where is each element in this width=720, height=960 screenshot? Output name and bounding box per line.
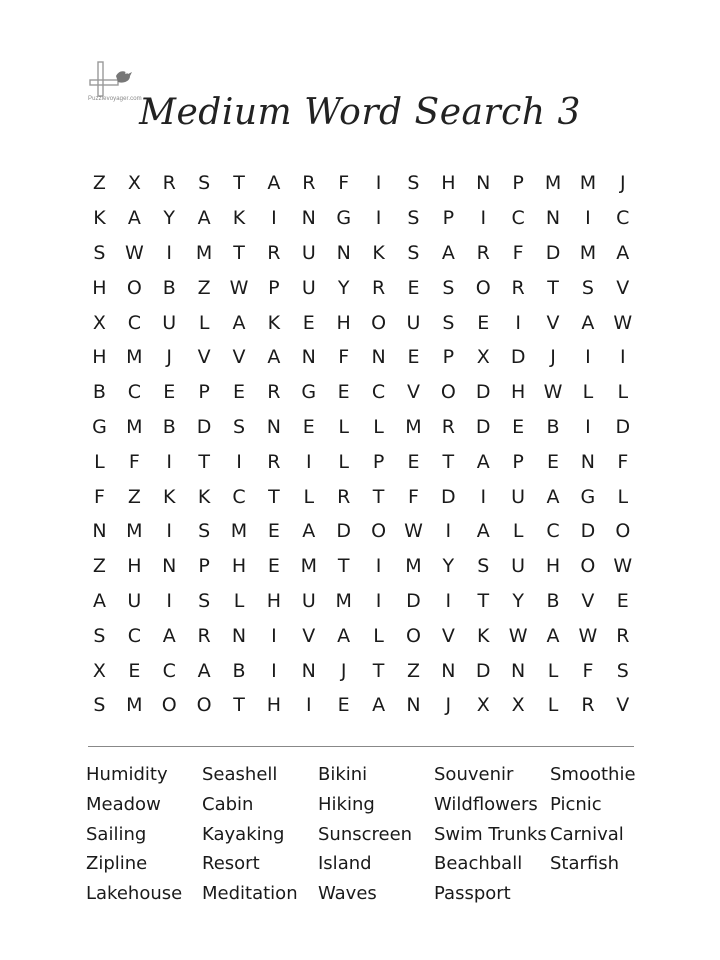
grid-letter: T bbox=[233, 172, 245, 195]
grid-letter: E bbox=[547, 450, 560, 473]
grid-letter: W bbox=[613, 311, 633, 334]
grid-letter: C bbox=[127, 311, 141, 334]
grid-letter: D bbox=[196, 415, 212, 438]
grid-letter: N bbox=[301, 346, 316, 369]
grid-letter: L bbox=[94, 450, 105, 473]
grid-letter: A bbox=[476, 450, 490, 473]
grid-letter: F bbox=[128, 450, 140, 473]
grid-letter: L bbox=[512, 520, 524, 543]
grid-letter: P bbox=[372, 450, 385, 473]
grid-letter: H bbox=[266, 589, 282, 612]
grid-letter: S bbox=[407, 241, 420, 264]
grid-letter: D bbox=[475, 659, 491, 682]
grid-letter: O bbox=[405, 624, 421, 647]
grid-letter: C bbox=[616, 207, 630, 230]
word-list-item: Carnival bbox=[550, 823, 624, 845]
grid-letter: A bbox=[372, 694, 386, 717]
grid-letter: I bbox=[375, 207, 382, 230]
grid-letter: U bbox=[511, 485, 526, 508]
grid-letter: S bbox=[616, 659, 629, 682]
grid-letter: B bbox=[546, 415, 560, 438]
grid-letter: T bbox=[337, 555, 350, 578]
grid-letter: F bbox=[582, 659, 594, 682]
grid-letter: T bbox=[233, 241, 245, 264]
grid-letter: W bbox=[543, 381, 563, 404]
grid-letter: I bbox=[445, 520, 452, 543]
grid-letter: T bbox=[233, 694, 245, 717]
grid-letter: L bbox=[373, 415, 384, 438]
grid-letter: N bbox=[441, 659, 456, 682]
grid-letter: M bbox=[126, 415, 143, 438]
grid-letter: G bbox=[92, 415, 107, 438]
grid-letter: S bbox=[477, 555, 490, 578]
grid-letter: D bbox=[406, 589, 421, 612]
grid-letter: A bbox=[546, 485, 560, 508]
grid-letter: N bbox=[92, 520, 107, 543]
grid-letter: N bbox=[266, 415, 281, 438]
word-list-item: Cabin bbox=[202, 793, 254, 815]
grid-letter: P bbox=[442, 207, 455, 230]
grid-letter: W bbox=[229, 276, 249, 299]
grid-letter: V bbox=[406, 381, 420, 404]
grid-letter: M bbox=[195, 241, 213, 264]
grid-letter: E bbox=[233, 381, 246, 404]
grid-letter: A bbox=[267, 172, 281, 195]
grid-letter: H bbox=[127, 555, 142, 578]
grid-letter: I bbox=[271, 624, 277, 647]
grid-letter: M bbox=[544, 172, 562, 195]
grid-letter: D bbox=[615, 415, 631, 438]
grid-letter: S bbox=[232, 415, 246, 438]
grid-letter: W bbox=[613, 555, 633, 578]
word-list-item: Passport bbox=[434, 883, 511, 905]
grid-letter: H bbox=[510, 381, 526, 404]
grid-letter: F bbox=[93, 485, 105, 508]
word-list-item: Kayaking bbox=[202, 823, 285, 845]
grid-letter: U bbox=[301, 241, 316, 264]
grid-letter: L bbox=[547, 694, 559, 717]
grid-letter: T bbox=[372, 659, 385, 682]
grid-letter: M bbox=[335, 589, 352, 612]
grid-letter: C bbox=[371, 381, 386, 404]
grid-letter: I bbox=[305, 450, 312, 473]
grid-letter: A bbox=[92, 589, 106, 612]
grid-letter: G bbox=[336, 207, 352, 230]
grid-letter: A bbox=[197, 659, 211, 682]
grid-letter: E bbox=[407, 450, 420, 473]
grid-letter: S bbox=[407, 172, 420, 195]
grid-letter: I bbox=[585, 207, 591, 230]
grid-letter: M bbox=[405, 415, 422, 438]
grid-letter: S bbox=[442, 276, 455, 299]
grid-letter: N bbox=[511, 659, 526, 682]
grid-letter: E bbox=[407, 346, 420, 369]
grid-letter: I bbox=[166, 520, 173, 543]
grid-letter: E bbox=[163, 381, 176, 404]
grid-letter: D bbox=[475, 415, 491, 438]
grid-letter: N bbox=[301, 659, 316, 682]
word-list-item: Seashell bbox=[202, 764, 278, 785]
grid-letter: I bbox=[375, 555, 382, 578]
grid-letter: K bbox=[477, 624, 490, 647]
grid-letter: W bbox=[124, 241, 144, 264]
grid-letter: R bbox=[337, 485, 351, 508]
grid-letter: O bbox=[371, 311, 387, 334]
grid-letter: E bbox=[267, 555, 280, 578]
grid-letter: R bbox=[511, 276, 525, 299]
grid-letter: D bbox=[510, 346, 526, 369]
grid-letter: P bbox=[512, 172, 524, 195]
grid-letter: A bbox=[127, 207, 141, 230]
grid-letter: E bbox=[302, 415, 315, 438]
word-list-item: Swim Trunks bbox=[434, 823, 547, 845]
word-list-item: Meditation bbox=[202, 883, 298, 905]
grid-letter: K bbox=[267, 311, 281, 334]
grid-letter: K bbox=[197, 485, 211, 508]
grid-letter: A bbox=[581, 311, 595, 334]
grid-letter: P bbox=[442, 346, 455, 369]
grid-letter: E bbox=[337, 381, 350, 404]
grid-letter: M bbox=[300, 555, 317, 578]
grid-letter: O bbox=[580, 555, 596, 578]
grid-letter: J bbox=[550, 346, 556, 369]
grid-letter: S bbox=[442, 311, 455, 334]
grid-letter: N bbox=[336, 241, 351, 264]
grid-letter: R bbox=[162, 172, 176, 195]
grid-letter: M bbox=[230, 520, 248, 543]
grid-letter: M bbox=[579, 172, 597, 195]
grid-letter: O bbox=[475, 276, 491, 299]
grid-letter: V bbox=[616, 276, 630, 299]
grid-letter: C bbox=[232, 485, 246, 508]
grid-letter: I bbox=[166, 241, 173, 264]
grid-letter: D bbox=[441, 485, 456, 508]
grid-letter: J bbox=[166, 346, 173, 369]
grid-letter: U bbox=[162, 311, 177, 334]
grid-letter: W bbox=[508, 624, 528, 647]
word-list-item: Starfish bbox=[550, 853, 620, 875]
word-list-item: Meadow bbox=[86, 793, 161, 815]
grid-letter: H bbox=[266, 694, 282, 717]
grid-letter: P bbox=[512, 450, 524, 473]
grid-letter: O bbox=[161, 694, 177, 717]
grid-letter: R bbox=[371, 276, 386, 299]
word-list-item: Picnic bbox=[550, 793, 602, 815]
grid-letter: M bbox=[126, 520, 143, 543]
grid-letter: A bbox=[476, 520, 490, 543]
grid-letter: H bbox=[545, 555, 561, 578]
grid-letter: R bbox=[197, 624, 211, 647]
grid-letter: A bbox=[616, 241, 630, 264]
grid-letter: C bbox=[127, 624, 141, 647]
grid-letter: L bbox=[303, 485, 315, 508]
grid-letter: X bbox=[476, 694, 490, 717]
grid-letter: I bbox=[515, 311, 521, 334]
grid-letter: I bbox=[305, 694, 312, 717]
grid-letter: F bbox=[512, 241, 524, 264]
grid-letter: F bbox=[338, 172, 350, 195]
word-list-item: Beachball bbox=[434, 853, 523, 875]
logo-caption: Puzzlevoyager.com bbox=[88, 96, 142, 102]
grid-letter: I bbox=[585, 346, 591, 369]
grid-letter: E bbox=[302, 311, 315, 334]
grid-letter: S bbox=[198, 172, 211, 195]
grid-letter: N bbox=[371, 346, 386, 369]
grid-letter: H bbox=[92, 346, 107, 369]
grid-letter: I bbox=[375, 589, 382, 612]
grid-letter: O bbox=[440, 381, 456, 404]
grid-letter: L bbox=[547, 659, 559, 682]
grid-letter: V bbox=[546, 311, 560, 334]
grid-letter: V bbox=[616, 694, 630, 717]
grid-letter: L bbox=[373, 624, 384, 647]
grid-letter: L bbox=[233, 589, 245, 612]
grid-letter: N bbox=[406, 694, 421, 717]
grid-letter: S bbox=[93, 241, 106, 264]
grid-letter: I bbox=[166, 589, 173, 612]
grid-letter: U bbox=[301, 589, 316, 612]
grid-letter: B bbox=[162, 415, 176, 438]
grid-letter: O bbox=[371, 520, 387, 543]
grid-letter: H bbox=[92, 276, 107, 299]
grid-letter: P bbox=[198, 381, 210, 404]
grid-letter: Y bbox=[163, 207, 176, 230]
grid-letter: R bbox=[581, 694, 595, 717]
grid-letter: N bbox=[545, 207, 561, 230]
grid-letter: E bbox=[337, 694, 350, 717]
word-list-item: Island bbox=[318, 853, 372, 875]
grid-letter: V bbox=[232, 346, 246, 369]
word-list-item: Resort bbox=[202, 853, 260, 875]
grid-letter: I bbox=[271, 207, 277, 230]
grid-letter: E bbox=[128, 659, 141, 682]
grid-letter: D bbox=[336, 520, 351, 543]
grid-letter: N bbox=[231, 624, 247, 647]
grid-letter: P bbox=[198, 555, 210, 578]
grid-letter: V bbox=[441, 624, 455, 647]
grid-letter: Z bbox=[197, 276, 211, 299]
grid-letter: H bbox=[441, 172, 456, 195]
grid-letter: I bbox=[236, 450, 242, 473]
grid-letter: R bbox=[267, 241, 281, 264]
grid-letter: I bbox=[445, 589, 452, 612]
word-list-item: Sailing bbox=[86, 823, 147, 845]
grid-letter: G bbox=[301, 381, 317, 404]
grid-letter: F bbox=[617, 450, 629, 473]
grid-letter: X bbox=[92, 311, 106, 334]
grid-letter: I bbox=[271, 659, 277, 682]
word-list-item: Lakehouse bbox=[86, 883, 183, 905]
grid-letter: T bbox=[268, 485, 280, 508]
grid-letter: R bbox=[267, 450, 281, 473]
grid-letter: L bbox=[338, 415, 349, 438]
grid-letter: V bbox=[197, 346, 211, 369]
grid-letter: M bbox=[126, 694, 143, 717]
grid-letter: K bbox=[372, 241, 385, 264]
grid-letter: K bbox=[162, 485, 176, 508]
grid-letter: E bbox=[407, 276, 420, 299]
grid-letter: K bbox=[232, 207, 246, 230]
grid-letter: V bbox=[581, 589, 595, 612]
grid-letter: I bbox=[375, 172, 382, 195]
word-list-item: Wildflowers bbox=[434, 793, 538, 815]
grid-letter: R bbox=[267, 381, 281, 404]
grid-letter: V bbox=[302, 624, 316, 647]
grid-letter: B bbox=[162, 276, 176, 299]
grid-letter: M bbox=[126, 346, 143, 369]
grid-letter: D bbox=[475, 381, 491, 404]
grid-letter: O bbox=[196, 694, 212, 717]
grid-letter: X bbox=[92, 659, 106, 682]
grid-letter: H bbox=[336, 311, 351, 334]
grid-letter: Z bbox=[127, 485, 141, 508]
grid-letter: L bbox=[617, 485, 629, 508]
divider bbox=[88, 746, 634, 747]
grid-letter: S bbox=[93, 624, 106, 647]
word-list-item: Humidity bbox=[86, 764, 168, 785]
grid-letter: R bbox=[302, 172, 316, 195]
grid-letter: Z bbox=[406, 659, 420, 682]
letter-grid bbox=[82, 166, 640, 723]
grid-letter: F bbox=[407, 485, 419, 508]
grid-letter: F bbox=[338, 346, 350, 369]
grid-letter: C bbox=[162, 659, 176, 682]
grid-letter: X bbox=[511, 694, 525, 717]
grid-letter: R bbox=[476, 241, 490, 264]
grid-letter: X bbox=[476, 346, 490, 369]
grid-letter: L bbox=[582, 381, 594, 404]
grid-letter: A bbox=[337, 624, 351, 647]
grid-letter: X bbox=[127, 172, 141, 195]
grid-letter: A bbox=[441, 241, 455, 264]
grid-letter: J bbox=[620, 172, 626, 195]
grid-letter: U bbox=[301, 276, 316, 299]
grid-letter: A bbox=[267, 346, 281, 369]
grid-letter: I bbox=[480, 207, 487, 230]
grid-letter: C bbox=[511, 207, 525, 230]
grid-letter: T bbox=[477, 589, 490, 612]
grid-letter: N bbox=[301, 207, 316, 230]
grid-letter: A bbox=[232, 311, 246, 334]
grid-letter: A bbox=[546, 624, 560, 647]
grid-letter: E bbox=[616, 589, 629, 612]
grid-letter: I bbox=[585, 415, 591, 438]
grid-letter: O bbox=[126, 276, 142, 299]
grid-letter: T bbox=[442, 450, 455, 473]
grid-letter: U bbox=[511, 555, 526, 578]
grid-letter: P bbox=[268, 276, 280, 299]
grid-letter: S bbox=[198, 589, 211, 612]
grid-letter: M bbox=[579, 241, 597, 264]
grid-letter: B bbox=[232, 659, 246, 682]
grid-letter: S bbox=[93, 694, 106, 717]
grid-letter: T bbox=[372, 485, 385, 508]
grid-letter: Y bbox=[512, 589, 524, 612]
grid-letter: S bbox=[581, 276, 594, 299]
grid-letter: I bbox=[166, 450, 173, 473]
grid-letter: S bbox=[407, 207, 420, 230]
grid-letter: N bbox=[476, 172, 491, 195]
grid-letter: R bbox=[616, 624, 630, 647]
grid-letter: D bbox=[545, 241, 561, 264]
grid-letter: N bbox=[162, 555, 177, 578]
grid-letter: S bbox=[198, 520, 211, 543]
grid-letter: A bbox=[197, 207, 211, 230]
grid-letter: U bbox=[406, 311, 421, 334]
grid-letter: L bbox=[617, 381, 629, 404]
grid-letter: T bbox=[547, 276, 559, 299]
grid-letter: E bbox=[512, 415, 525, 438]
grid-letter: T bbox=[198, 450, 210, 473]
grid-letter: N bbox=[580, 450, 596, 473]
word-list-item: Zipline bbox=[86, 853, 148, 875]
grid-letter: G bbox=[580, 485, 596, 508]
grid-letter: Z bbox=[92, 555, 106, 578]
grid-letter: O bbox=[615, 520, 631, 543]
grid-letter: J bbox=[340, 659, 347, 682]
grid-letter: K bbox=[93, 207, 106, 230]
word-list-item: Bikini bbox=[318, 764, 368, 785]
grid-letter: D bbox=[580, 520, 596, 543]
grid-letter: L bbox=[338, 450, 349, 473]
word-list-item: Hiking bbox=[318, 793, 375, 815]
grid-letter: E bbox=[267, 520, 280, 543]
word-list bbox=[86, 762, 650, 911]
grid-letter: M bbox=[405, 555, 422, 578]
page-title: Medium Word Search 3 bbox=[139, 92, 581, 133]
grid-letter: Y bbox=[442, 555, 455, 578]
grid-letter: A bbox=[302, 520, 316, 543]
grid-letter: U bbox=[127, 589, 142, 612]
grid-letter: W bbox=[578, 624, 598, 647]
grid-letter: I bbox=[480, 485, 487, 508]
word-list-item: Smoothie bbox=[550, 764, 636, 785]
grid-letter: W bbox=[404, 520, 423, 543]
word-list-item: Sunscreen bbox=[318, 823, 413, 845]
grid-letter: C bbox=[127, 381, 141, 404]
grid-letter: B bbox=[92, 381, 106, 404]
word-list-item: Waves bbox=[318, 883, 377, 905]
grid-letter: Y bbox=[337, 276, 350, 299]
grid-letter: Z bbox=[92, 172, 106, 195]
grid-letter: L bbox=[198, 311, 210, 334]
grid-letter: E bbox=[477, 311, 490, 334]
grid-letter: J bbox=[445, 694, 452, 717]
grid-letter: B bbox=[546, 589, 560, 612]
grid-letter: C bbox=[546, 520, 560, 543]
grid-letter: R bbox=[441, 415, 455, 438]
grid-letter: I bbox=[620, 346, 626, 369]
grid-letter: H bbox=[231, 555, 247, 578]
word-list-item: Souvenir bbox=[434, 764, 514, 785]
grid-letter: A bbox=[162, 624, 176, 647]
